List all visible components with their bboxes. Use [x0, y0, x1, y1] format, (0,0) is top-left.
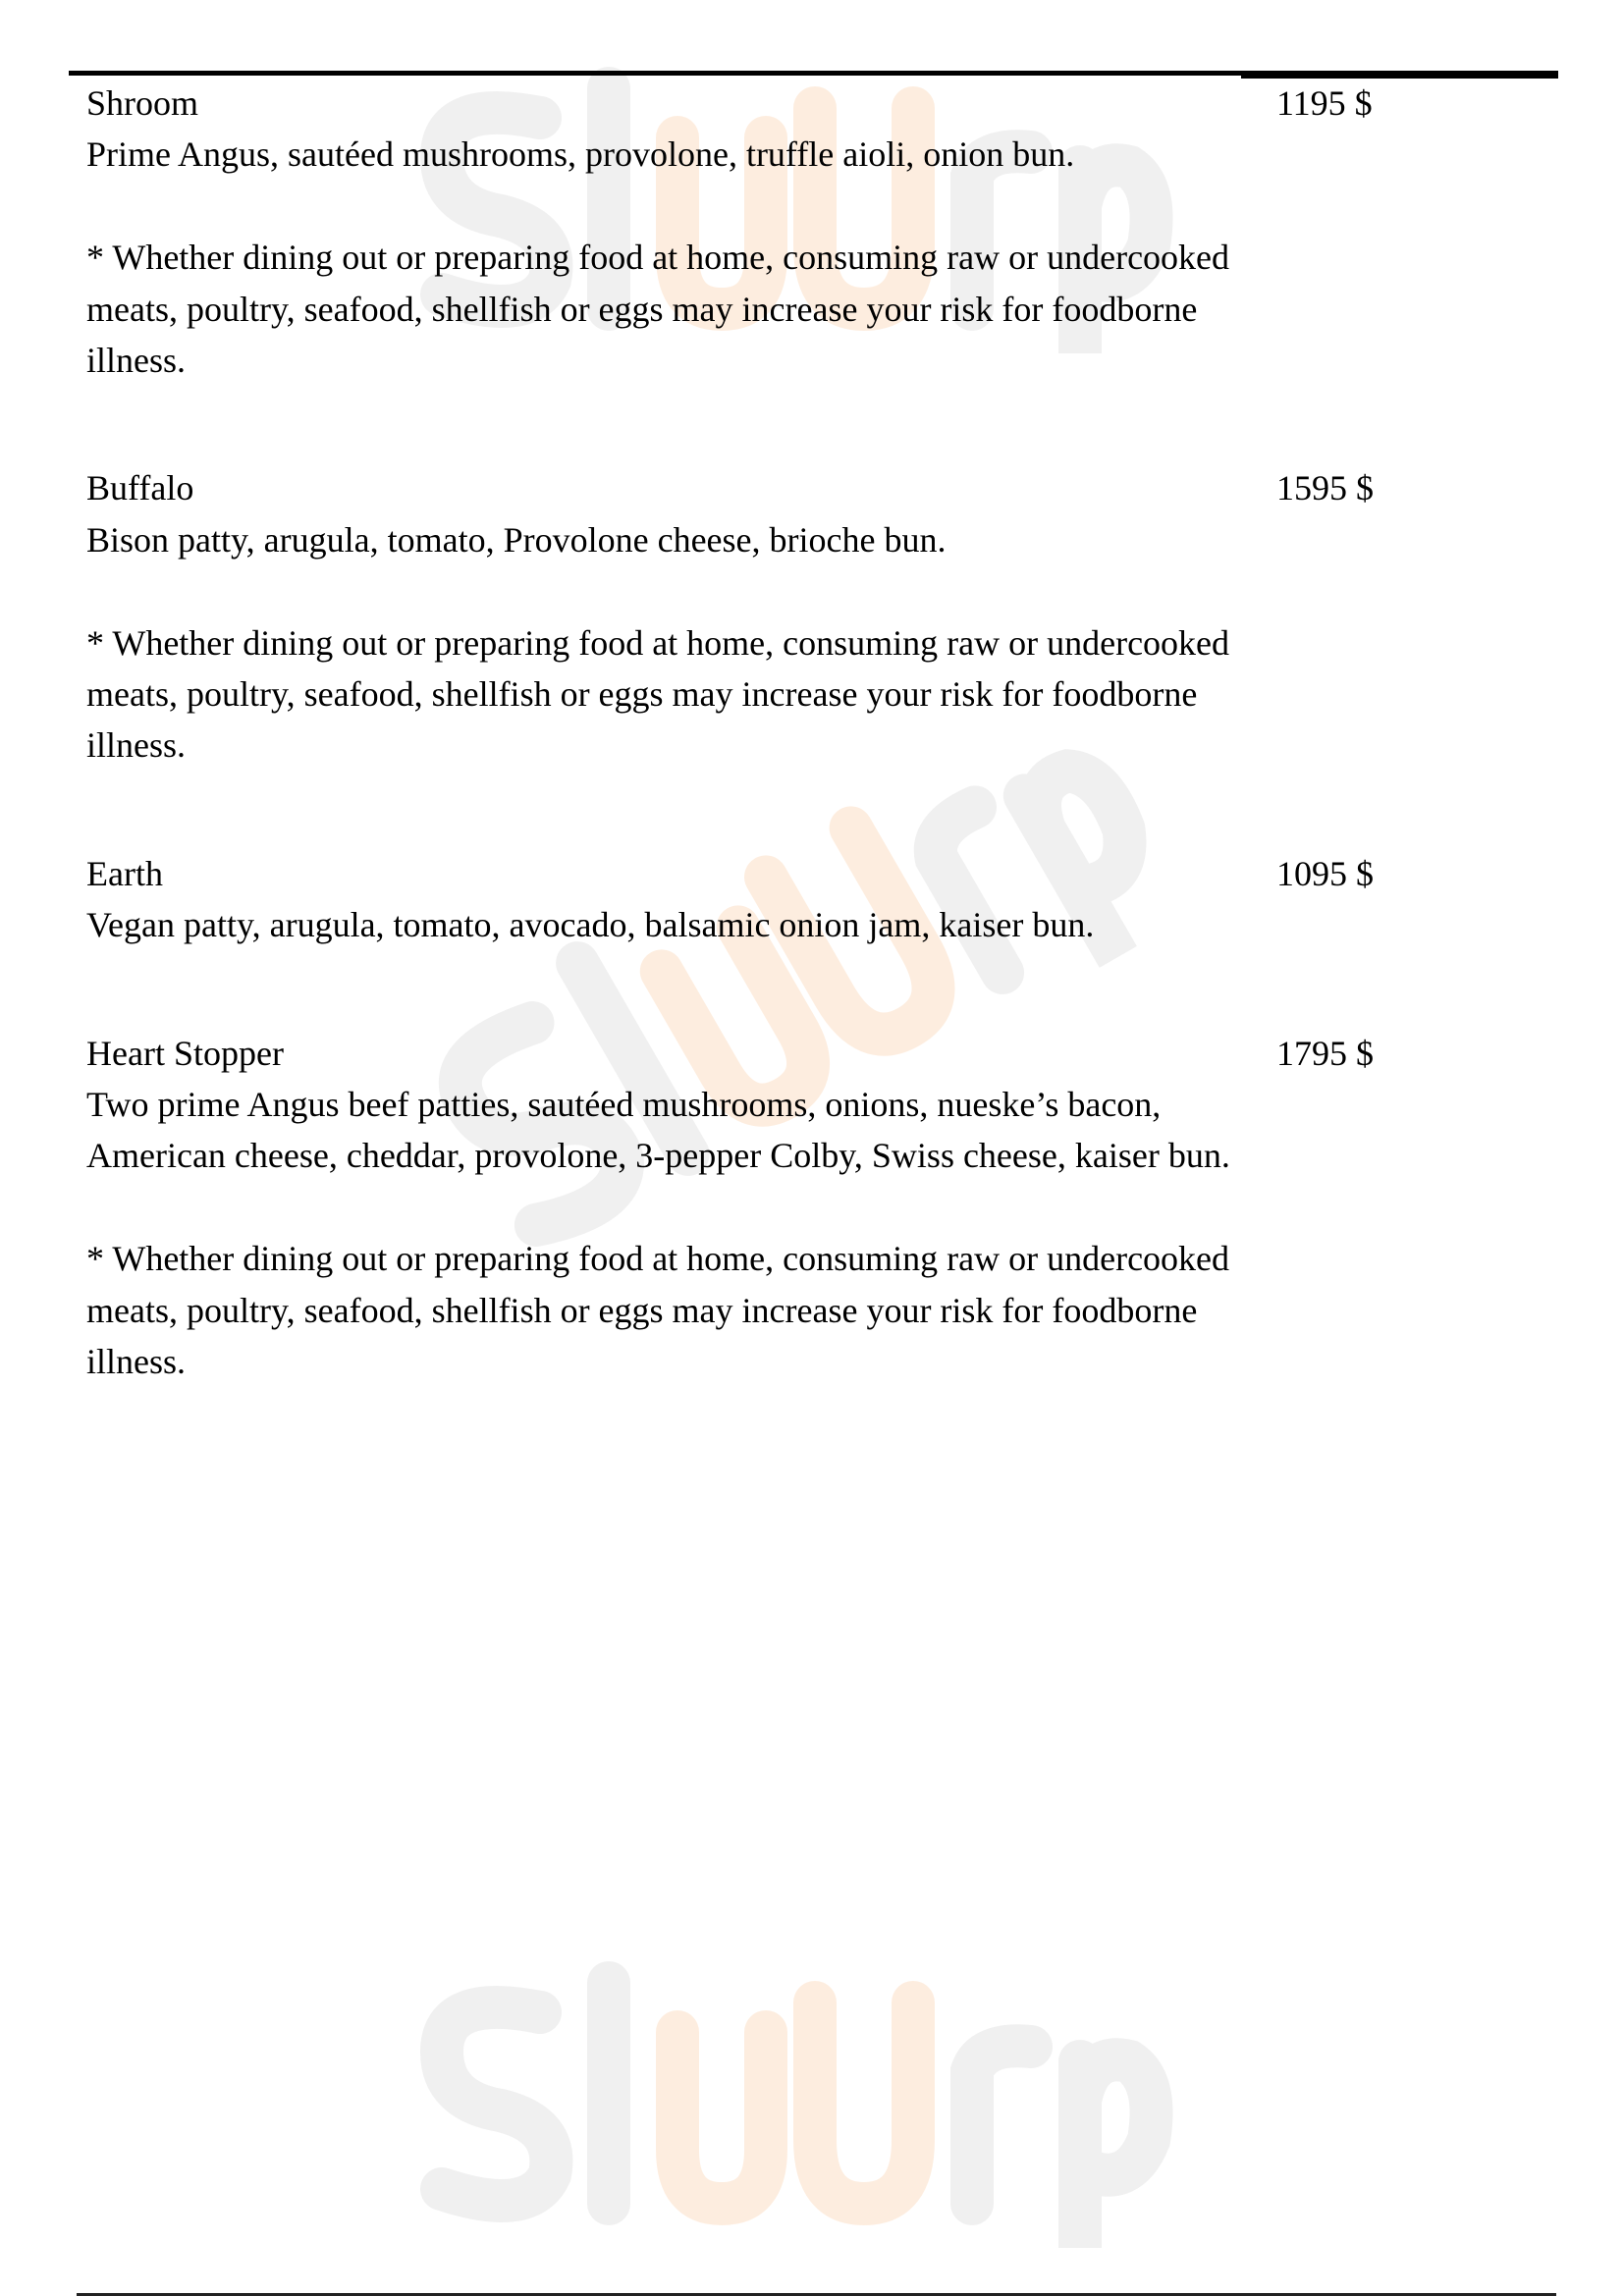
item-description: Bison patty, arugula, tomato, Provolone cheese, brioche bun. [86, 519, 947, 560]
item-note: * Whether dining out or preparing food at home, consuming raw or undercooked meats, poultry, seafood, shellfish or eggs may increase your risk for foodborne illness. [86, 1239, 1230, 1382]
item-description: Prime Angus, sautéed mushrooms, provolone, truffle aioli, onion bun. [86, 134, 1075, 175]
spacer [86, 181, 1235, 232]
item-name: Earth [86, 853, 163, 893]
menu-item-shroom [86, 78, 1559, 386]
item-price: 1795 $ [1276, 1033, 1374, 1073]
item-price: 1095 $ [1276, 853, 1374, 893]
item-price: 1595 $ [1276, 468, 1374, 508]
menu-item-buffalo [86, 462, 1559, 771]
item-note: * Whether dining out or preparing food at home, consuming raw or undercooked meats, poultry, seafood, shellfish or eggs may increase your risk for foodborne illness. [86, 622, 1230, 766]
item-price: 1195 $ [1276, 83, 1373, 123]
item-note: * Whether dining out or preparing food at home, consuming raw or undercooked meats, poultry, seafood, shellfish or eggs may increase your risk for foodborne illness. [86, 238, 1230, 381]
menu-item-earth [86, 848, 1559, 951]
menu-list [86, 78, 1559, 1464]
item-description: Vegan patty, arugula, tomato, avocado, balsamic onion jam, kaiser bun. [86, 905, 1095, 945]
spacer [86, 1182, 1235, 1233]
item-name: Heart Stopper [86, 1033, 284, 1073]
slurpy-watermark-logo [403, 1953, 1227, 2248]
item-name: Buffalo [86, 468, 194, 508]
spacer [86, 565, 1235, 616]
item-name: Shroom [86, 83, 199, 123]
menu-item-heart-stopper [86, 1028, 1559, 1388]
item-description: Two prime Angus beef patties, sautéed mushrooms, onions, nueske’s bacon, American cheese, cheddar, provolone, 3-pepper Colby, Swiss cheese, kaiser bun. [86, 1085, 1230, 1176]
